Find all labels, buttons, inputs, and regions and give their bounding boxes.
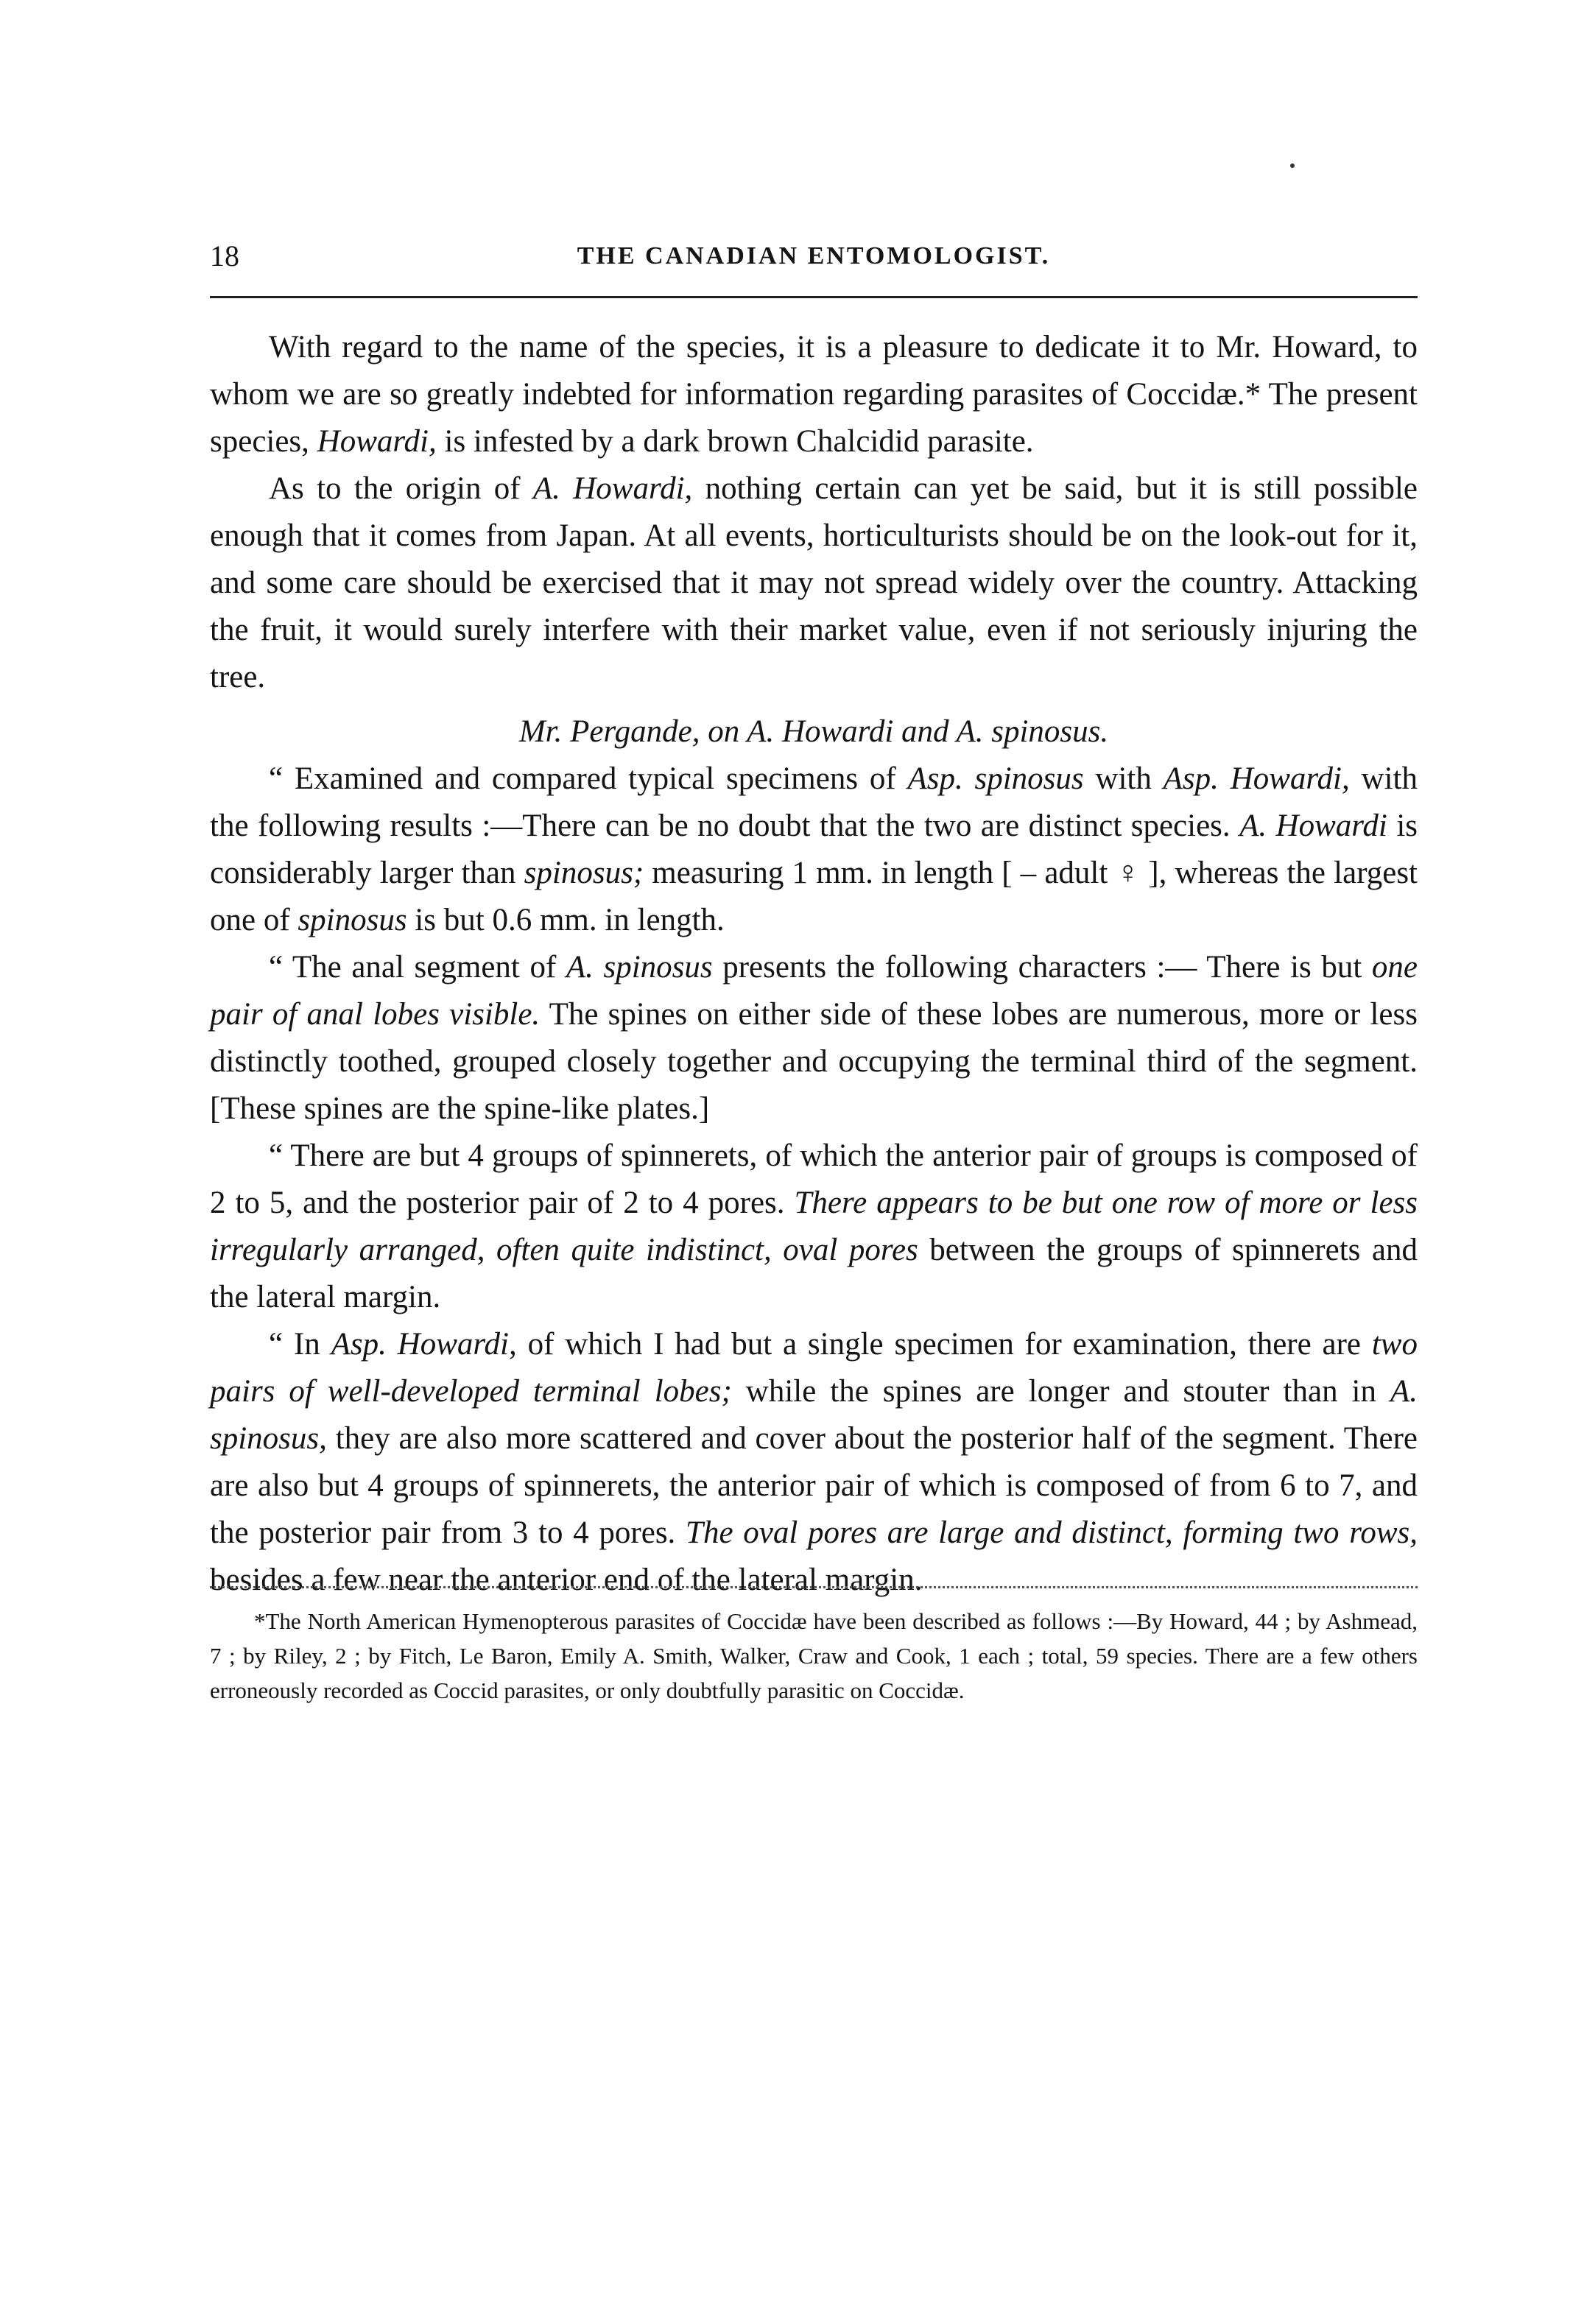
text-run: they are also more scattered and cover about the posterior half of the segment. There are also but 4 groups of spinnerets, the anterior pair of which is composed of from 6 to 7, and the posterior pair from 3 to 4 pores. xyxy=(210,1421,1418,1550)
text-run: while the spines are longer and stouter than in xyxy=(731,1374,1390,1409)
text-run: “ Examined and compared typical specimens of xyxy=(269,761,908,796)
text-run: is but 0.6 mm. in length. xyxy=(406,903,725,937)
species-name: spinosus; xyxy=(524,856,644,890)
text-run: is infested by a dark brown Chalcidid parasite. xyxy=(436,424,1034,459)
text-run: “ There are but 4 groups of spinnerets, of which the anterior pair of groups is composed of 2 to 5, and the posterior pair of 2 to 4 pores. xyxy=(210,1138,1418,1220)
header-rule xyxy=(210,296,1418,298)
text-run: with xyxy=(1083,761,1164,796)
ink-speck xyxy=(1290,163,1295,168)
text-run: presents the following characters :— There is but xyxy=(712,950,1372,985)
species-name: A. Howardi xyxy=(1239,809,1387,843)
paragraph-dedication xyxy=(210,324,1418,465)
species-name: Asp. Howardi, xyxy=(331,1327,517,1362)
text-run: measuring 1 mm. in length [ – adult ♀ ], whereas the largest one of xyxy=(210,856,1418,937)
text-run: “ The anal segment of xyxy=(269,950,566,985)
text-run: The spines on either side of these lobes are numerous, more or less distinctly toothed, grouped closely together and occupying the terminal third of the segment. [These spines are the spine-like plates.] xyxy=(210,997,1418,1126)
footnote-rule xyxy=(210,1586,1418,1588)
text-run: besides a few near the anterior end of the lateral margin. xyxy=(210,1563,923,1597)
emphasis: The oval pores are large and distinct, forming two rows, xyxy=(686,1515,1418,1550)
running-title: THE CANADIAN ENTOMOLOGIST. xyxy=(577,242,1051,270)
page-number: 18 xyxy=(210,239,239,272)
paragraph-anal-segment xyxy=(210,944,1418,1133)
page-header xyxy=(210,234,1418,278)
text-run: nothing certain can yet be said, but it is still possible enough that it comes from Japan. At all events, horticulturists should be on the look-out for it, and some care should be exercised that it may not spread widely over the country. Attacking the fruit, it would surely interfere with their market value, even if not seriously injuring the tree. xyxy=(210,471,1418,694)
footnote: *The North American Hymenopterous parasites of Coccidæ have been described as follows :—By Howard, 44 ; by Ashmead, 7 ; by Riley, 2 ; by Fitch, Le Baron, Emily A. Smith, Walker, Craw and Cook, 1 each ; total, 59 species. There are a few others erroneously recorded as Coccid parasites, or only doubtfully parasitic on Coccidæ. xyxy=(210,1608,1418,1703)
emphasis: There appears to be but one row of more or less irregularly arranged, often quite indistinct, oval pores xyxy=(210,1186,1418,1267)
text-run: “ In xyxy=(269,1327,331,1362)
section-subheading xyxy=(210,708,1418,756)
text-run: is considerably larger than xyxy=(210,809,1418,890)
text-run: with the following results :—There can be no doubt that the two are distinct species. xyxy=(210,761,1418,843)
text-run: between the groups of spinnerets and the lateral margin. xyxy=(210,1233,1418,1314)
paragraph-comparison xyxy=(210,756,1418,944)
species-name: A. Howardi, xyxy=(532,471,693,506)
species-name: A. spinosus xyxy=(566,950,713,985)
emphasis: one pair of anal lobes visible. xyxy=(210,950,1418,1032)
species-name: spinosus xyxy=(298,903,407,937)
text-run: With regard to the name of the species, it is a pleasure to dedicate it to Mr. Howard, to whom we are so greatly indebted for information regarding parasites of Coccidæ.* The present species, xyxy=(210,330,1418,459)
subheading-text: Mr. Pergande, on A. Howardi and A. spinosus. xyxy=(518,714,1109,749)
paragraph-origin xyxy=(210,465,1418,701)
text-run: As to the origin of xyxy=(269,471,533,506)
species-name: Howardi, xyxy=(317,424,437,459)
paragraph-howardi xyxy=(210,1321,1418,1604)
species-name: A. spinosus, xyxy=(210,1374,1418,1456)
paragraph-spinnerets xyxy=(210,1133,1418,1321)
species-name: Asp. Howardi, xyxy=(1163,761,1350,796)
emphasis: two pairs of well-developed terminal lobes; xyxy=(210,1327,1418,1409)
text-run: of which I had but a single specimen for examination, there are xyxy=(516,1327,1372,1362)
article-body xyxy=(210,324,1418,1604)
species-name: Asp. spinosus xyxy=(907,761,1084,796)
